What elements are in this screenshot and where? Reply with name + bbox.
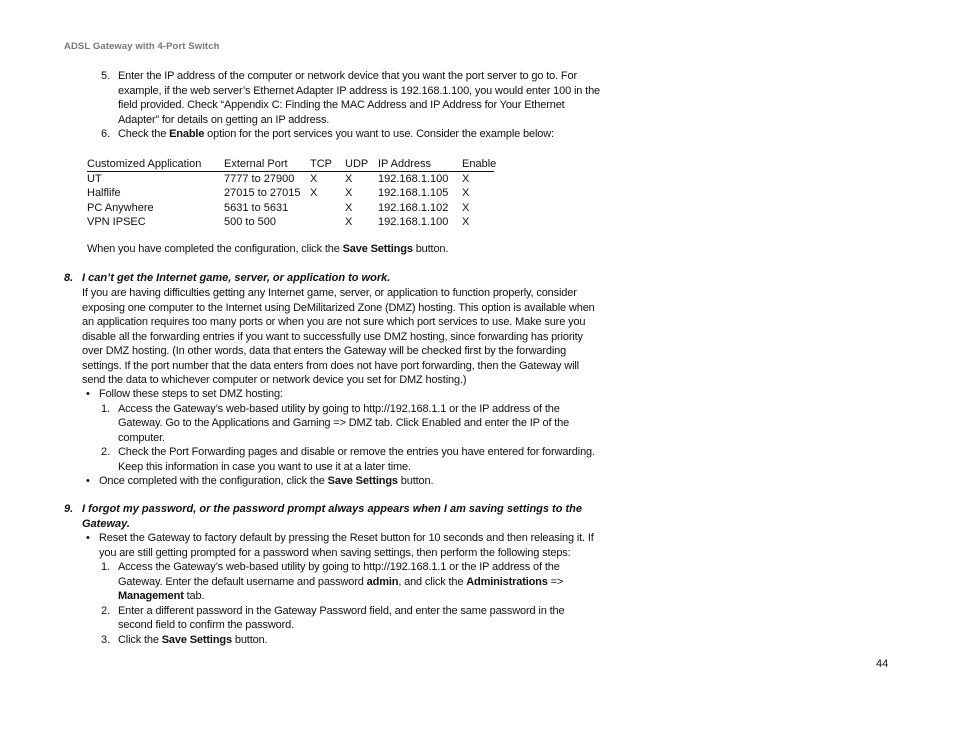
step-line: Access the Gateway’s web-based utility by going to http://192.168.1.1 or the IP address of the [118,561,560,573]
table-cell: X [345,187,353,199]
question-number: 8. [64,272,74,284]
table-cell: Halflife [87,187,121,199]
question-8-title: I can’t get the Internet game, server, or application to work. [82,272,391,284]
bullet-text: Once completed with the configuration, click the Save Settings button. [99,475,434,487]
table-cell: X [462,216,470,228]
table-cell: 5631 to 5631 [224,201,289,214]
table-cell: 7777 to 27900 [224,172,295,185]
column-header: IP Address [378,158,431,170]
step-number: 1. [101,402,111,415]
question-number: 9. [64,503,74,515]
table-cell: X [345,172,353,185]
bullet-icon: • [86,532,90,544]
table-cell: 192.168.1.100 [378,216,449,228]
step-line: Gateway. Go to the Applications and Gaming => DMZ tab. Click Enabled and enter the IP of the [118,417,570,429]
table-cell: PC Anywhere [87,201,154,214]
table-cell: X [462,201,470,214]
column-header: TCP [310,158,332,170]
save-settings-instruction: When you have completed the configuration, click the Save Settings button. [87,243,449,255]
step-number: 5. [101,70,111,82]
bullet-text: Follow these steps to set DMZ hosting: [99,388,283,400]
paragraph-line: exposing one computer to the Internet using DeMilitarized Zone (DMZ) hosting. This option is available when [82,301,595,314]
step-5-line: Adapter” for details on getting an IP address. [118,113,330,126]
question-9-title: I forgot my password, or the password prompt always appears when I am saving settings to the [82,503,582,515]
paragraph-line: send the data to whichever computer or network device you set for DMZ hosting.) [82,374,467,386]
step-line: Check the Port Forwarding pages and disable or remove the entries you have entered for forwarding. [118,446,595,458]
paragraph-line: disable all the forwarding entries if you want to successfully use DMZ hosting, since forwarding has priority [82,330,583,343]
step-line: second field to confirm the password. [118,619,295,631]
table-cell: X [345,216,353,228]
table-cell: UT [87,172,102,185]
table-cell: 192.168.1.102 [378,201,449,214]
column-header: UDP [345,158,369,170]
table-cell: VPN IPSEC [87,216,146,228]
step-line: Keep this information in case you want to use it at a later time. [118,460,411,473]
paragraph-line: an application requires too many ports or when you are not sure which port services to use. Make sure you [82,316,586,328]
step-5-line: field provided. Check “Appendix C: Finding the MAC Address and IP Address for Your Ethernet [118,99,565,111]
table-cell: 27015 to 27015 [224,187,301,199]
column-header: Enable [462,158,497,170]
step-number: 3. [101,634,111,646]
step-line: Management tab. [118,590,205,602]
question-9-title-cont: Gateway. [82,517,130,530]
paragraph-line: If you are having difficulties getting any Internet game, server, or application to function properly, consider [82,287,577,299]
step-line: Click the Save Settings button. [118,634,268,646]
bullet-text: Reset the Gateway to factory default by pressing the Reset button for 10 seconds and then releasing it. If [99,532,594,544]
column-header: Customized Application [87,158,202,170]
table-cell: X [462,187,470,199]
step-line: computer. [118,431,165,444]
table-cell: X [310,187,318,199]
step-line: Access the Gateway’s web-based utility by going to http://192.168.1.1 or the IP address of the [118,402,560,415]
bullet-icon: • [86,475,90,487]
bullet-text: you are still getting prompted for a password when saving settings, then perform the following steps: [99,546,571,559]
step-5-line: Enter the IP address of the computer or network device that you want the port server to go to. For [118,70,577,82]
step-line: Gateway. Enter the default username and password admin, and click the Administrations => [118,575,564,588]
step-6-text: Check the Enable option for the port services you want to use. Consider the example below: [118,128,554,140]
table-cell: 500 to 500 [224,216,276,228]
step-number: 2. [101,446,111,458]
page-number: 44 [876,658,889,670]
column-header: External Port [224,158,288,170]
step-number: 1. [101,561,111,573]
paragraph-line: over DMZ hosting. (In other words, data that enters the Gateway will be checked first by the forwarding [82,345,567,357]
bullet-icon: • [86,388,90,400]
step-number: 6. [101,128,111,140]
paragraph-line: settings. If the port number that the data enters from does not have port forwarding, then the Gateway will [82,359,579,372]
table-cell: 192.168.1.105 [378,187,449,199]
step-number: 2. [101,604,111,617]
table-cell: X [345,201,353,214]
table-cell: X [462,172,470,185]
step-line: Enter a different password in the Gateway Password field, and enter the same password in the [118,604,565,617]
table-cell: X [310,172,318,185]
table-cell: 192.168.1.100 [378,172,449,185]
running-header: ADSL Gateway with 4-Port Switch [64,41,220,52]
step-5-line: example, if the web server’s Ethernet Adapter IP address is 192.168.1.100, you would enter 100 in the [118,84,600,97]
